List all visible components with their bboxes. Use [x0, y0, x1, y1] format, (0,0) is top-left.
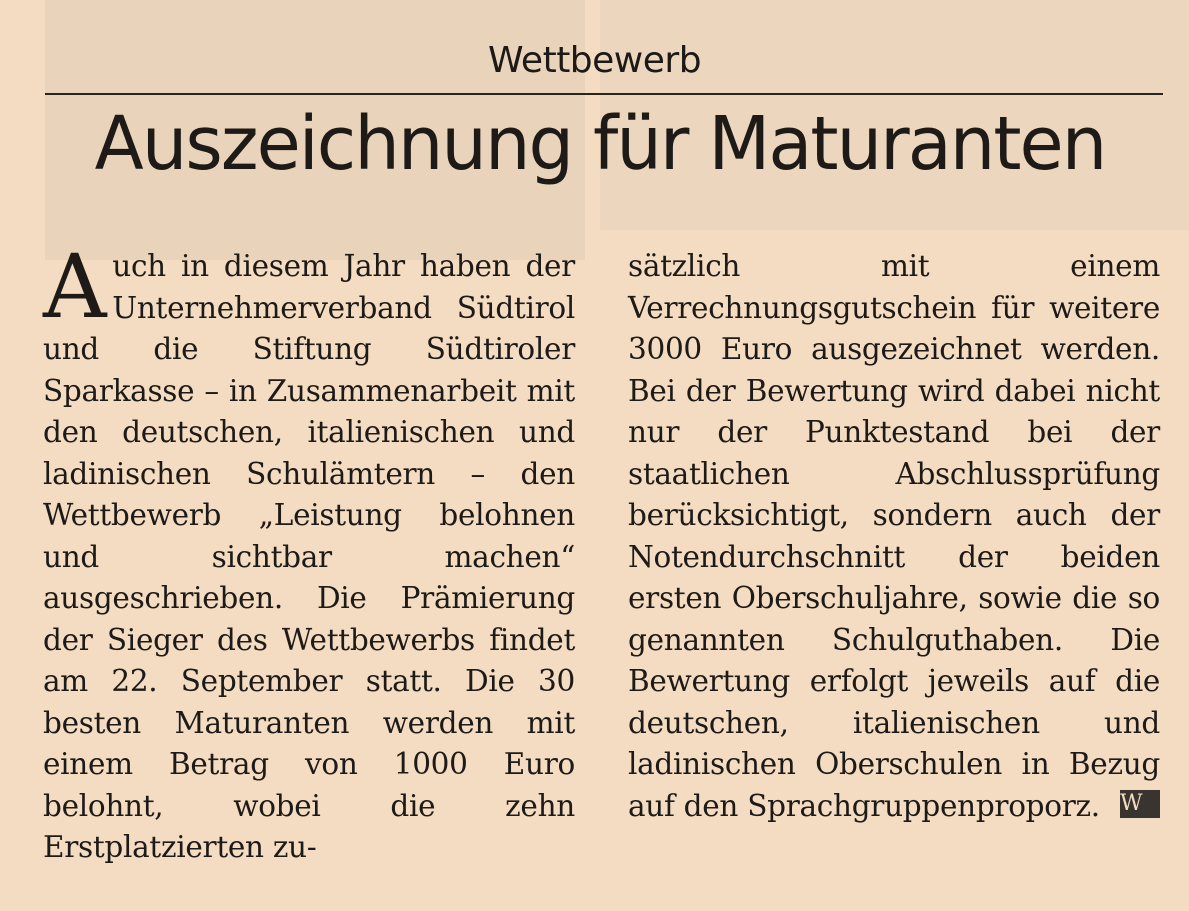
article-column-right [628, 246, 1160, 827]
section-kicker: Wettbewerb [487, 40, 702, 81]
article-paragraph [43, 235, 575, 869]
kicker-rule [45, 93, 1163, 95]
article-headline: Auszeichnung für Maturanten [94, 101, 1106, 187]
article-column-left [43, 235, 575, 869]
drop-cap: A [43, 235, 107, 338]
left-column-text: uch in diesem Jahr haben der Unternehmerverband Südtirol und die Stiftung Südtiroler Sparkasse – in Zusammenarbeit mit den deutschen, italienischen und ladinischen Schulämtern – den Wettbewerb „Leistung belohnen und sichtbar machen“ ausgeschrieben. Die Prämierung der Sieger des Wettbewerbs findet am 22. September statt. Die 30 besten Maturanten werden mit einem Betrag von 1000 Euro belohnt, wobei die zehn Erstplatzierten zu- [43, 249, 575, 864]
end-mark-logo: W [1120, 790, 1160, 818]
article-paragraph [628, 246, 1160, 827]
right-column-text: sätzlich mit einem Verrechnungsgutschein für weitere 3000 Euro ausgezeichnet werden. Bei der Bewertung wird dabei nicht nur der Punktestand bei der staatlichen Abschlussprüfung berücksichtigt, sondern auch der Notendurchschnitt der beiden ersten Oberschuljahre, sowie die so genannten Schulguthaben. Die Bewertung erfolgt jeweils auf die deutschen, italienischen und ladinischen Oberschulen in Bezug auf den Sprachgruppenproporz. [628, 249, 1160, 823]
